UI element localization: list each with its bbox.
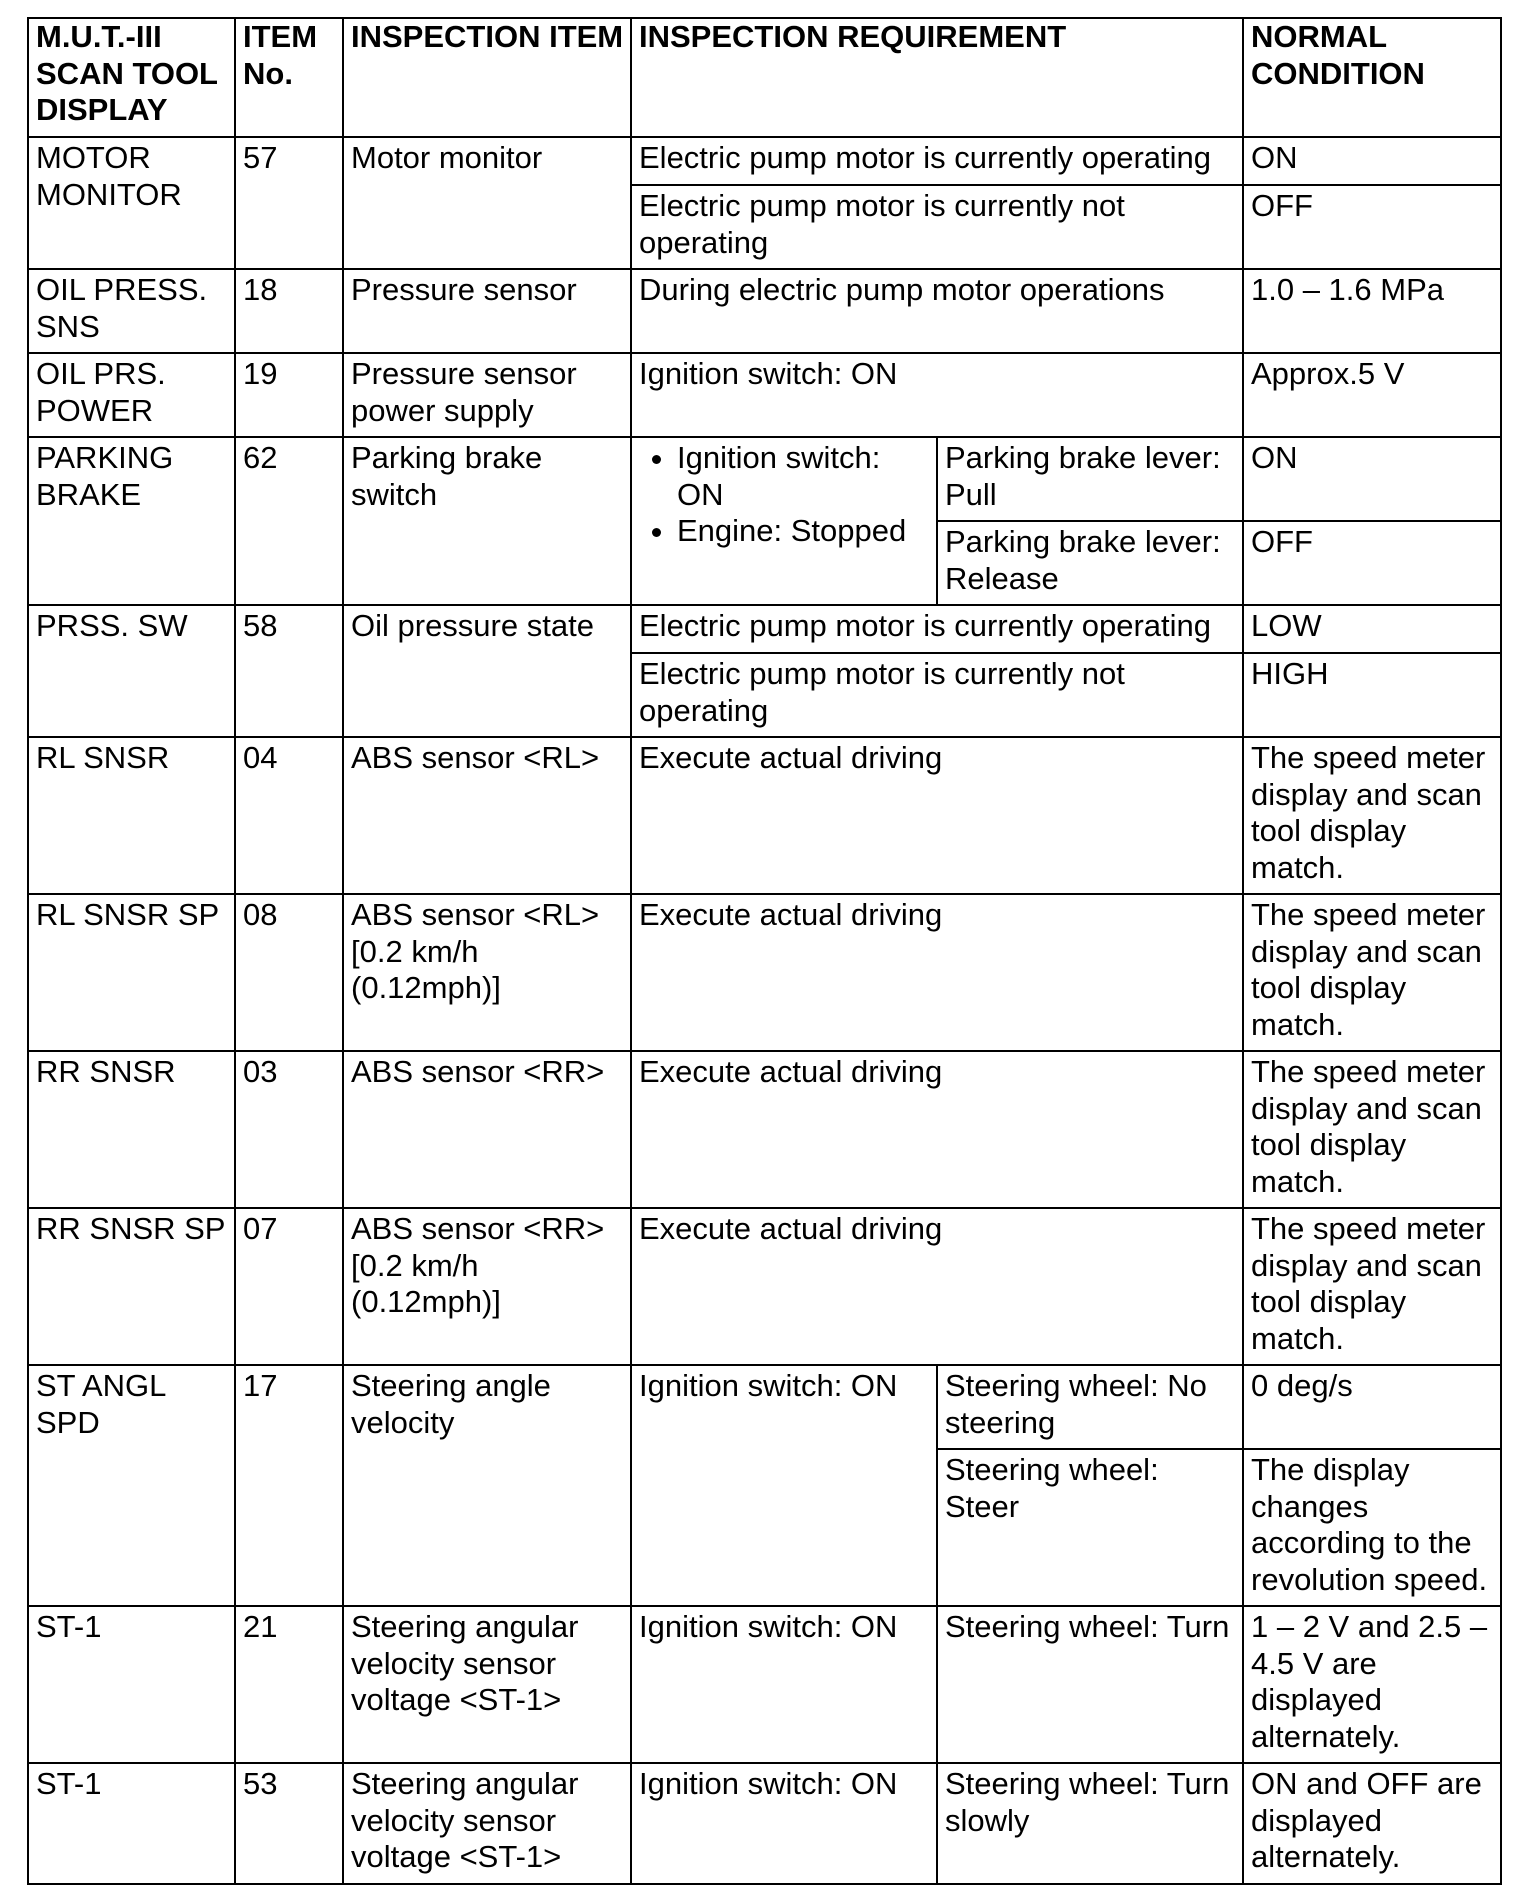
cell-requirement: Electric pump motor is currently not operating <box>631 653 1243 737</box>
table-row <box>28 269 1501 353</box>
cell-requirement: Electric pump motor is currently operating <box>631 137 1243 185</box>
cell-condition: The display changes according to the revolution speed. <box>1243 1449 1501 1606</box>
cell-requirement: Execute actual driving <box>631 1051 1243 1208</box>
cell-requirement: Execute actual driving <box>631 737 1243 894</box>
table-row <box>28 605 1501 653</box>
cell-requirement: Ignition switch: ON <box>631 1365 937 1606</box>
cell-item-no: 53 <box>235 1763 343 1884</box>
header-item-no: ITEM No. <box>235 18 343 137</box>
cell-display: RR SNSR SP <box>28 1208 235 1365</box>
table-row <box>28 353 1501 437</box>
inspection-table <box>27 17 1502 1885</box>
cell-display: PRSS. SW <box>28 605 235 737</box>
cell-item-no: 58 <box>235 605 343 737</box>
cell-requirement: Execute actual driving <box>631 894 1243 1051</box>
cell-sub-requirement: Parking brake lever: Release <box>937 521 1243 605</box>
cell-sub-requirement: Steering wheel: No steering <box>937 1365 1243 1449</box>
cell-inspection-item: Steering angular velocity sensor voltage <ST-1> <box>343 1763 631 1884</box>
header-normal-condition: NORMAL CONDITION <box>1243 18 1501 137</box>
cell-inspection-item: Parking brake switch <box>343 437 631 605</box>
cell-item-no: 04 <box>235 737 343 894</box>
cell-inspection-item: ABS sensor <RR> [0.2 km/h (0.12mph)] <box>343 1208 631 1365</box>
header-inspection-requirement: INSPECTION REQUIREMENT <box>631 18 1243 137</box>
cell-requirement: Electric pump motor is currently operating <box>631 605 1243 653</box>
table-row <box>28 737 1501 894</box>
table-row <box>28 1606 1501 1763</box>
cell-display: OIL PRESS. SNS <box>28 269 235 353</box>
cell-display: ST-1 <box>28 1606 235 1763</box>
cell-display: PARKING BRAKE <box>28 437 235 605</box>
cell-sub-requirement: Steering wheel: Turn <box>937 1606 1243 1763</box>
cell-requirement: Ignition switch: ON <box>631 1606 937 1763</box>
cell-item-no: 03 <box>235 1051 343 1208</box>
cell-condition: LOW <box>1243 605 1501 653</box>
header-inspection-item: INSPECTION ITEM <box>343 18 631 137</box>
cell-requirement: Ignition switch: ON <box>631 1763 937 1884</box>
cell-condition: HIGH <box>1243 653 1501 737</box>
cell-display: ST-1 <box>28 1763 235 1884</box>
bullet-engine-stopped: • Engine: Stopped <box>677 513 930 550</box>
table-row <box>28 137 1501 185</box>
cell-sub-requirement: Steering wheel: Turn slowly <box>937 1763 1243 1884</box>
cell-display: ST ANGL SPD <box>28 1365 235 1606</box>
cell-condition: The speed meter display and scan tool display match. <box>1243 1208 1501 1365</box>
cell-item-no: 21 <box>235 1606 343 1763</box>
cell-inspection-item: Pressure sensor <box>343 269 631 353</box>
table-row <box>28 894 1501 1051</box>
cell-display: RL SNSR SP <box>28 894 235 1051</box>
cell-item-no: 62 <box>235 437 343 605</box>
cell-condition: 1.0 – 1.6 MPa <box>1243 269 1501 353</box>
condition-bullet-list <box>639 440 930 550</box>
cell-condition: OFF <box>1243 521 1501 605</box>
bullet-ignition-on: • Ignition switch: ON <box>677 440 930 513</box>
cell-inspection-item: Oil pressure state <box>343 605 631 737</box>
cell-condition: The speed meter display and scan tool display match. <box>1243 894 1501 1051</box>
cell-condition: ON <box>1243 137 1501 185</box>
cell-sub-requirement: Steering wheel: Steer <box>937 1449 1243 1606</box>
cell-display: RL SNSR <box>28 737 235 894</box>
cell-item-no: 17 <box>235 1365 343 1606</box>
table-row <box>28 1763 1501 1884</box>
header-row <box>28 18 1501 137</box>
cell-item-no: 07 <box>235 1208 343 1365</box>
cell-inspection-item: ABS sensor <RL> <box>343 737 631 894</box>
cell-condition: Approx.5 V <box>1243 353 1501 437</box>
table-row <box>28 1051 1501 1208</box>
cell-inspection-item: Pressure sensor power supply <box>343 353 631 437</box>
cell-condition: ON and OFF are displayed alternately. <box>1243 1763 1501 1884</box>
cell-condition: 1 – 2 V and 2.5 – 4.5 V are displayed alternately. <box>1243 1606 1501 1763</box>
cell-item-no: 18 <box>235 269 343 353</box>
cell-display: OIL PRS. POWER <box>28 353 235 437</box>
cell-inspection-item: Steering angular velocity sensor voltage <ST-1> <box>343 1606 631 1763</box>
cell-condition: 0 deg/s <box>1243 1365 1501 1449</box>
cell-requirement: During electric pump motor operations <box>631 269 1243 353</box>
cell-requirement: Electric pump motor is currently not operating <box>631 185 1243 269</box>
header-display: M.U.T.-III SCAN TOOL DISPLAY <box>28 18 235 137</box>
cell-display: RR SNSR <box>28 1051 235 1208</box>
cell-item-no: 08 <box>235 894 343 1051</box>
table-row <box>28 1365 1501 1449</box>
cell-condition: The speed meter display and scan tool display match. <box>1243 737 1501 894</box>
cell-requirement: Execute actual driving <box>631 1208 1243 1365</box>
cell-inspection-item: Steering angle velocity <box>343 1365 631 1606</box>
cell-condition: The speed meter display and scan tool display match. <box>1243 1051 1501 1208</box>
cell-requirement-conditions <box>631 437 937 605</box>
table-row <box>28 437 1501 521</box>
cell-sub-requirement: Parking brake lever: Pull <box>937 437 1243 521</box>
cell-display: MOTOR MONITOR <box>28 137 235 269</box>
cell-inspection-item: ABS sensor <RL> [0.2 km/h (0.12mph)] <box>343 894 631 1051</box>
cell-requirement: Ignition switch: ON <box>631 353 1243 437</box>
cell-item-no: 19 <box>235 353 343 437</box>
cell-item-no: 57 <box>235 137 343 269</box>
cell-inspection-item: ABS sensor <RR> <box>343 1051 631 1208</box>
cell-condition: OFF <box>1243 185 1501 269</box>
cell-condition: ON <box>1243 437 1501 521</box>
cell-inspection-item: Motor monitor <box>343 137 631 269</box>
table-row <box>28 1208 1501 1365</box>
